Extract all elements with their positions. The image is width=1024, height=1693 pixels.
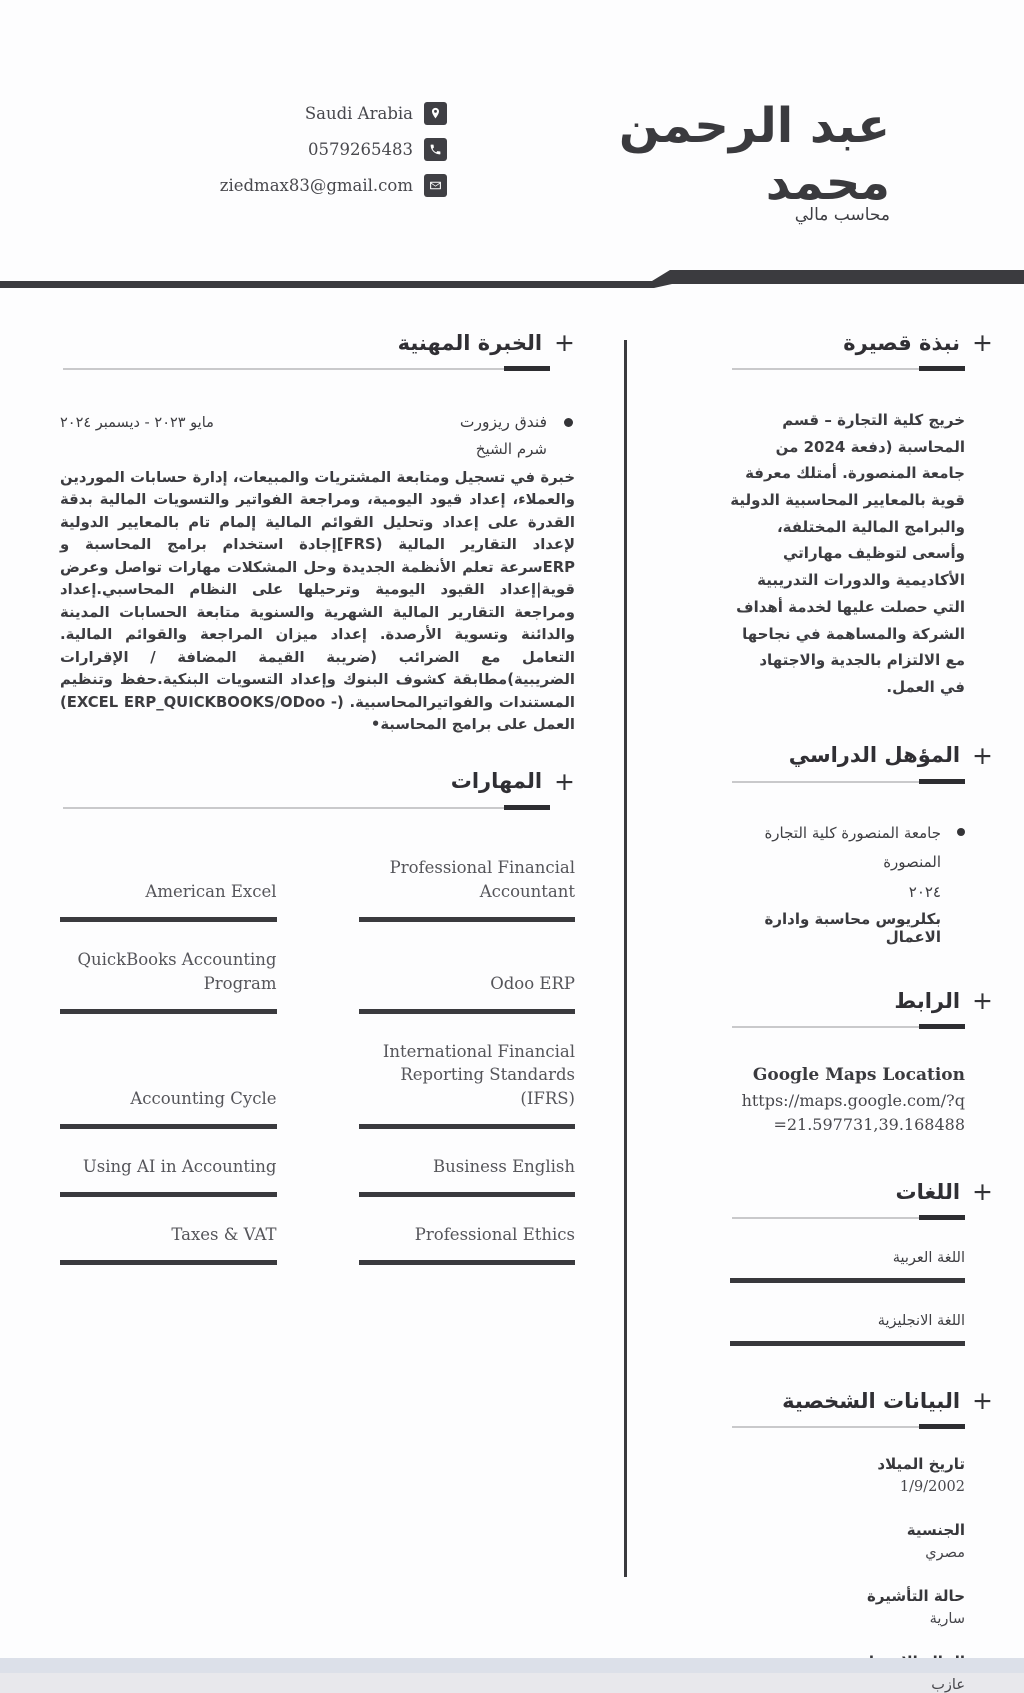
section-underline bbox=[63, 805, 550, 810]
contact-email-text: ziedmax83@gmail.com bbox=[219, 175, 413, 195]
personal-value: عازب bbox=[931, 1677, 965, 1693]
experience-section-title: الخبرة المهنية bbox=[397, 330, 543, 355]
personal-item bbox=[730, 1521, 965, 1561]
plus-icon: + bbox=[972, 328, 993, 357]
contact-block bbox=[220, 101, 447, 209]
experience-dates: مايو ٢٠٢٣ - ديسمبر ٢٠٢٤ bbox=[60, 415, 214, 431]
skill-name: Taxes & VAT bbox=[171, 1225, 277, 1245]
plus-icon: + bbox=[554, 766, 575, 796]
skill-level-bar bbox=[359, 917, 576, 922]
education-section-title: المؤهل الدراسي bbox=[788, 743, 961, 768]
contact-location-row bbox=[220, 101, 447, 125]
experience-section-header bbox=[60, 330, 575, 355]
section-underline bbox=[732, 1024, 965, 1029]
experience-entry-header bbox=[60, 413, 575, 431]
skill-name: Odoo ERP bbox=[490, 973, 575, 993]
experience-entry bbox=[60, 413, 575, 737]
phone-icon bbox=[424, 138, 447, 161]
personal-item bbox=[730, 1455, 965, 1495]
skill-item bbox=[60, 1223, 277, 1265]
skill-name: QuickBooks Accounting Program bbox=[77, 949, 277, 993]
section-experience bbox=[60, 330, 575, 737]
skill-level-bar bbox=[60, 1192, 277, 1197]
language-name: اللغة العربية bbox=[892, 1250, 965, 1267]
language-name: اللغة الانجليزية bbox=[877, 1313, 965, 1330]
link-section-header bbox=[730, 986, 993, 1016]
skill-item bbox=[60, 1155, 277, 1197]
personal-section-title: البيانات الشخصية bbox=[782, 1388, 961, 1413]
bullet-icon bbox=[564, 418, 573, 427]
skill-level-bar bbox=[359, 1260, 576, 1265]
email-icon bbox=[424, 174, 447, 197]
languages-section-title: اللغات bbox=[895, 1179, 961, 1204]
personal-label: تاريخ الميلاد bbox=[877, 1455, 965, 1474]
candidate-job-title: محاسب مالي bbox=[794, 205, 890, 225]
experience-description: خبرة في تسجيل ومتابعة المشتريات والمبيعات، إدارة حسابات الموردين والعملاء، إعداد قيود اليومية، ومراجعة الفواتير والتسويات المالية بدقة القدرة على إعداد وتحليل القوائم المالية إلمام تام بالمعايير الدولية لإعداد التقارير المالية (FRS]إجادة استخدام برامج المحاسبة و ERPسرعة تعلم الأنظمة الجديدة وحل المشكلات مهارات تواصل وعرض قوية|إعداد القيود اليومية وترحيلها على النظام المحاسبي.إعداد ومراجعة التقارير المالية الشهرية والسنوية متابعة الحسابات المدينة والدائنة وتسوية الأرصدة. إعداد ميزان المراجعة والقوائم المالية. التعامل مع الضرائب (ضريبة القيمة المضافة / الإقرارات الضريبية)مطابقة كشوف البنوك وإعداد التسويات البنكية.حفظ وتنظيم المستندات والفواتيرالمحاسبية. (- EXCEL ERP_QUICKBOOKS/ODoo) العمل على برامج المحاسبة• bbox=[60, 469, 575, 734]
personal-item bbox=[730, 1587, 965, 1627]
skill-name: Using AI in Accounting bbox=[82, 1157, 277, 1177]
contact-email-row bbox=[220, 173, 447, 197]
skill-level-bar bbox=[60, 917, 277, 922]
language-level-bar bbox=[730, 1278, 965, 1283]
experience-company: فندق ريزورت bbox=[460, 413, 575, 431]
skill-name: Business English bbox=[433, 1157, 575, 1177]
skill-name: Accounting Cycle bbox=[130, 1089, 277, 1109]
sidebar-column bbox=[730, 330, 993, 1693]
language-item bbox=[730, 1250, 965, 1283]
link-section-title: الرابط bbox=[894, 988, 961, 1013]
language-item bbox=[730, 1313, 965, 1346]
summary-section-title: نبذة قصيرة bbox=[843, 330, 961, 355]
section-personal bbox=[730, 1388, 993, 1693]
section-underline bbox=[732, 1424, 965, 1429]
section-link bbox=[730, 988, 993, 1137]
skills-grid bbox=[60, 856, 575, 1265]
skill-item bbox=[60, 1040, 277, 1130]
section-education bbox=[730, 740, 993, 947]
footer-strip bbox=[0, 1658, 1024, 1673]
contact-phone-row bbox=[220, 137, 447, 161]
education-city: المنصورة bbox=[883, 853, 941, 872]
main-column bbox=[60, 330, 575, 1265]
plus-icon: + bbox=[972, 986, 993, 1016]
skill-level-bar bbox=[60, 1009, 277, 1014]
contact-location-text: Saudi Arabia bbox=[304, 103, 413, 123]
section-underline bbox=[732, 779, 965, 784]
skill-item bbox=[60, 856, 277, 922]
column-divider bbox=[624, 340, 627, 1577]
languages-section-header bbox=[730, 1177, 993, 1207]
link-label: Google Maps Location bbox=[752, 1065, 965, 1086]
personal-value: سارية bbox=[929, 1611, 965, 1628]
plus-icon: + bbox=[972, 740, 993, 770]
skills-section-title: المهارات bbox=[450, 769, 543, 794]
education-section-header bbox=[730, 740, 993, 770]
skill-level-bar bbox=[60, 1260, 277, 1265]
personal-value: مصري bbox=[925, 1545, 965, 1562]
skill-name: Professional Ethics bbox=[414, 1225, 575, 1245]
education-school: جامعة المنصورة كلية التجارة bbox=[764, 823, 941, 842]
skill-item bbox=[359, 948, 576, 1014]
skill-item bbox=[359, 1155, 576, 1197]
skill-level-bar bbox=[359, 1009, 576, 1014]
language-level-bar bbox=[730, 1341, 965, 1346]
education-degree: بكلريوس محاسبة وادارة الاعمال bbox=[764, 910, 941, 947]
personal-label: حالة التأشيرة bbox=[867, 1587, 965, 1606]
education-entry bbox=[730, 822, 965, 947]
summary-text: خريج كلية التجارة – قسم المحاسبة (دفعة 2024 من جامعة المنصورة. أمتلك معرفة قوية بالمعايير المحاسبية الدولية والبرامج المالية المختلفة، وأسعى لتوظيف مهاراتي الأكاديمية والدورات التدريبية التي حصلت عليها لخدمة أهداف الشركة والمساهمة في نجاحها مع الالتزام بالجدية والاجتهاد في العمل. bbox=[730, 411, 965, 696]
section-skills bbox=[60, 766, 575, 1265]
link-url[interactable]: https://maps.google.com/?q=21.597731,39.168488 bbox=[741, 1091, 965, 1135]
location-pin-icon bbox=[424, 102, 447, 125]
skill-item bbox=[359, 1223, 576, 1265]
skill-item bbox=[359, 1040, 576, 1130]
summary-section-header bbox=[730, 330, 993, 355]
section-underline bbox=[63, 366, 550, 371]
skill-level-bar bbox=[359, 1192, 576, 1197]
header-ribbon-divider bbox=[0, 268, 1024, 292]
skill-level-bar bbox=[60, 1124, 277, 1129]
skill-name: Professional Financial Accountant bbox=[389, 857, 575, 901]
skills-section-header bbox=[60, 766, 575, 796]
skill-name: American Excel bbox=[145, 881, 277, 901]
experience-location: شرم الشيخ bbox=[475, 440, 547, 458]
education-year: ٢٠٢٤ bbox=[908, 882, 941, 901]
plus-icon: + bbox=[554, 328, 575, 357]
bullet-icon bbox=[957, 828, 965, 836]
skill-name: International Financial Reporting Standards (IFRS) bbox=[382, 1041, 575, 1109]
personal-label: الجنسية bbox=[906, 1521, 965, 1540]
section-summary bbox=[730, 330, 993, 701]
plus-icon: + bbox=[972, 1177, 993, 1207]
plus-icon: + bbox=[972, 1386, 993, 1416]
skill-level-bar bbox=[359, 1124, 576, 1129]
contact-phone-text: 0579265483 bbox=[308, 139, 413, 159]
section-underline bbox=[732, 366, 965, 371]
section-underline bbox=[732, 1215, 965, 1220]
personal-value: 1/9/2002 bbox=[899, 1479, 965, 1496]
candidate-name: عبد الرحمن محمد bbox=[618, 98, 890, 211]
personal-section-header bbox=[730, 1386, 993, 1416]
skill-item bbox=[359, 856, 576, 922]
skill-item bbox=[60, 948, 277, 1014]
section-languages bbox=[730, 1179, 993, 1346]
